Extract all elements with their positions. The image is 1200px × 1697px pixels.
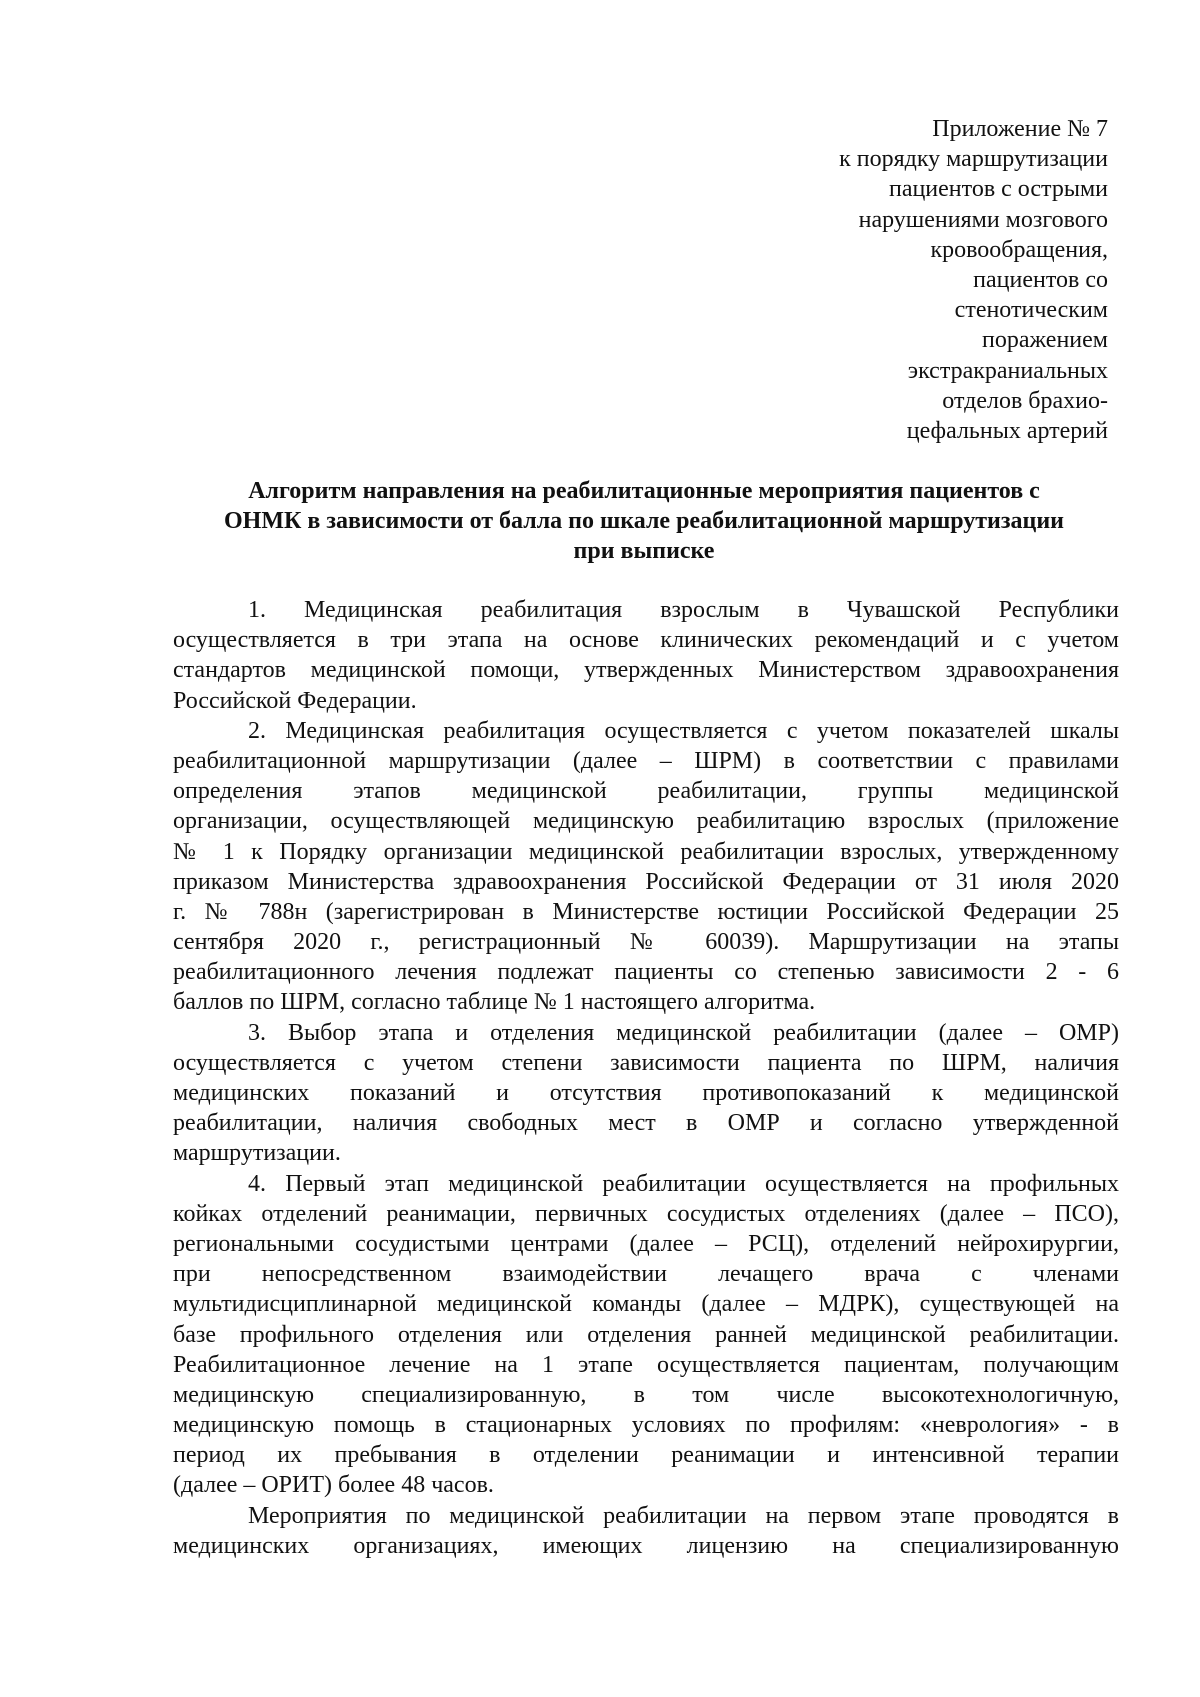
- text-line: при непосредственном взаимодействии лечащего врача с членами: [173, 1261, 1119, 1288]
- appendix-line: экстракраниальных: [907, 357, 1108, 384]
- text-line: определения этапов медицинской реабилитации, группы медицинской: [173, 778, 1119, 805]
- text-line: маршрутизации.: [173, 1140, 341, 1167]
- document-title: [170, 476, 1118, 566]
- title-line: при выписке: [573, 538, 715, 564]
- paragraph-5: [173, 1501, 1119, 1561]
- text-line: (далее – ОРИТ) более 48 часов.: [173, 1472, 494, 1499]
- text-line: медицинскую помощь в стационарных условиях по профилям: «неврология» - в: [173, 1412, 1119, 1439]
- appendix-line: поражением: [982, 327, 1108, 354]
- text-line: осуществляется с учетом степени зависимости пациента по ШРМ, наличия: [173, 1049, 1119, 1076]
- text-line: медицинских показаний и отсутствия противопоказаний к медицинской: [173, 1080, 1119, 1106]
- paragraph-1: [173, 595, 1119, 716]
- text-line: стандартов медицинской помощи, утвержденных Министерством здравоохранения: [173, 657, 1119, 684]
- text-line: мультидисциплинарной медицинской команды (далее – МДРК), существующей на: [173, 1291, 1119, 1318]
- text-line: № 1 к Порядку организации медицинской реабилитации взрослых, утвержденному: [173, 838, 1119, 865]
- text-line: Реабилитационное лечение на 1 этапе осуществляется пациентам, получающим: [173, 1351, 1119, 1378]
- appendix-line: Приложение № 7: [932, 116, 1108, 142]
- appendix-line: пациентов с острыми: [888, 176, 1108, 203]
- paragraph-2: [173, 716, 1119, 1018]
- text-line: медицинскую специализированную, в том числе высокотехнологичную,: [173, 1381, 1119, 1408]
- text-line: сентября 2020 г., регистрационный № 60039). Маршрутизации на этапы: [173, 929, 1119, 956]
- text-line: реабилитационной маршрутизации (далее – ШРМ) в соответствии с правилами: [173, 747, 1119, 774]
- text-line: реабилитации, наличия свободных мест в ОМР и согласно утвержденной: [173, 1110, 1119, 1137]
- text-line: 4. Первый этап медицинской реабилитации осуществляется на профильных: [248, 1170, 1119, 1197]
- text-line: реабилитационного лечения подлежат пациенты со степенью зависимости 2 - 6: [173, 959, 1119, 986]
- appendix-line: кровообращения,: [930, 236, 1108, 263]
- appendix-line: нарушениями мозгового: [858, 206, 1108, 233]
- text-line: 3. Выбор этапа и отделения медицинской реабилитации (далее – ОМР): [248, 1019, 1119, 1046]
- title-line: ОНМК в зависимости от балла по шкале реабилитационной маршрутизации: [224, 508, 1064, 534]
- text-line: период их пребывания в отделении реанимации и интенсивной терапии: [173, 1442, 1119, 1469]
- appendix-line: пациентов со: [973, 267, 1108, 294]
- paragraph-3: [173, 1018, 1119, 1169]
- text-line: Мероприятия по медицинской реабилитации на первом этапе проводятся в: [248, 1502, 1119, 1529]
- appendix-line: к порядку маршрутизации: [839, 146, 1108, 173]
- text-line: региональными сосудистыми центрами (далее – РСЦ), отделений нейрохирургии,: [173, 1230, 1119, 1257]
- text-line: приказом Министерства здравоохранения Российской Федерации от 31 июля 2020: [173, 868, 1119, 895]
- text-line: Российской Федерации.: [173, 687, 417, 714]
- appendix-line: цефальных артерий: [906, 418, 1108, 445]
- text-line: баллов по ШРМ, согласно таблице № 1 настоящего алгоритма.: [173, 989, 816, 1016]
- document-body: [173, 595, 1119, 1561]
- text-line: г. № 788н (зарегистрирован в Министерстве юстиции Российской Федерации 25: [173, 898, 1119, 925]
- text-line: осуществляется в три этапа на основе клинических рекомендаций и с учетом: [173, 627, 1119, 654]
- appendix-header: [688, 114, 1108, 446]
- text-line: 1. Медицинская реабилитация взрослым в Чувашской Республики: [248, 597, 1119, 623]
- title-line: Алгоритм направления на реабилитационные мероприятия пациентов с: [248, 478, 1040, 504]
- text-line: медицинских организациях, имеющих лицензию на специализированную: [173, 1532, 1119, 1559]
- appendix-line: стенотическим: [954, 297, 1108, 324]
- appendix-line: отделов брахио-: [942, 387, 1108, 414]
- text-line: организации, осуществляющей медицинскую реабилитацию взрослых (приложение: [173, 808, 1119, 835]
- text-line: 2. Медицинская реабилитация осуществляется с учетом показателей шкалы: [248, 717, 1119, 744]
- text-line: койках отделений реанимации, первичных сосудистых отделениях (далее – ПСО),: [173, 1200, 1119, 1227]
- paragraph-4: [173, 1169, 1119, 1501]
- text-line: базе профильного отделения или отделения ранней медицинской реабилитации.: [173, 1321, 1119, 1348]
